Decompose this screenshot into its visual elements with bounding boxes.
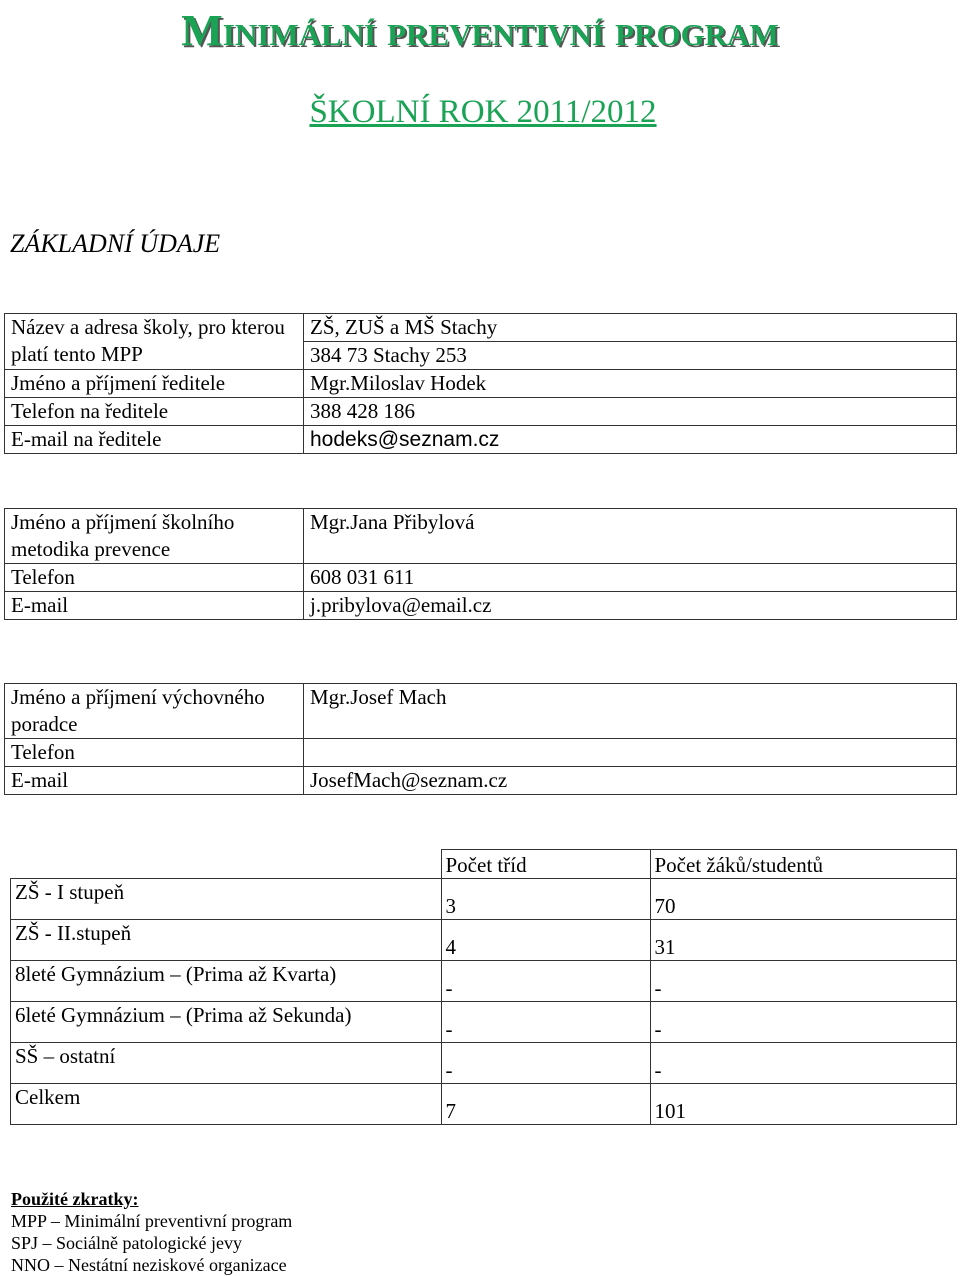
advisor-name-value: Mgr.Josef Mach bbox=[304, 684, 957, 739]
methodist-phone-label: Telefon bbox=[5, 564, 304, 592]
methodist-email-value: j.pribylova@email.cz bbox=[304, 592, 957, 620]
school-year: ŠKOLNÍ ROK 2011/2012 bbox=[309, 94, 657, 130]
abbreviation-item: MPP – Minimální preventivní program bbox=[11, 1211, 293, 1231]
abbreviations bbox=[11, 1188, 292, 1276]
counts-row-classes: 7 bbox=[441, 1084, 650, 1125]
director-value: Mgr.Miloslav Hodek bbox=[304, 370, 957, 398]
counts-row-students: - bbox=[650, 961, 957, 1002]
counts-row-category: 6leté Gymnázium – (Prima až Sekunda) bbox=[11, 1002, 442, 1043]
counts-row-classes: 4 bbox=[441, 920, 650, 961]
advisor-phone-value bbox=[304, 739, 957, 767]
abbreviation-item: SPJ – Sociálně patologické jevy bbox=[11, 1233, 242, 1253]
counts-row-category: Celkem bbox=[11, 1084, 442, 1125]
counts-row-classes: - bbox=[441, 1002, 650, 1043]
methodist-email-label: E-mail bbox=[5, 592, 304, 620]
school-name-line1: ZŠ, ZUŠ a MŠ Stachy bbox=[304, 314, 957, 342]
advisor-email-value: JosefMach@seznam.cz bbox=[304, 767, 957, 795]
school-info-table bbox=[4, 313, 957, 454]
document-title: Minimální preventivní program bbox=[181, 6, 779, 55]
school-name-label: Název a adresa školy, pro kterou platí tento MPP bbox=[5, 314, 304, 370]
section-heading: ZÁKLADNÍ ÚDAJE bbox=[10, 229, 221, 258]
counts-header-empty bbox=[11, 850, 442, 879]
methodist-info-table bbox=[4, 508, 957, 620]
counts-header-classes: Počet tříd bbox=[441, 850, 650, 879]
counts-row-students: 101 bbox=[650, 1084, 957, 1125]
advisor-info-table bbox=[4, 683, 957, 795]
director-email-value: hodeks@seznam.cz bbox=[304, 426, 957, 454]
counts-row-category: ZŠ - II.stupeň bbox=[11, 920, 442, 961]
counts-row-category: ZŠ - I stupeň bbox=[11, 879, 442, 920]
counts-row-classes: - bbox=[441, 961, 650, 1002]
counts-row-students: 31 bbox=[650, 920, 957, 961]
methodist-name-value: Mgr.Jana Přibylová bbox=[304, 509, 957, 564]
methodist-name-label: Jméno a příjmení školního metodika prevence bbox=[5, 509, 304, 564]
counts-row-classes: - bbox=[441, 1043, 650, 1084]
director-phone-label: Telefon na ředitele bbox=[5, 398, 304, 426]
counts-row-category: 8leté Gymnázium – (Prima až Kvarta) bbox=[11, 961, 442, 1002]
school-name-line2: 384 73 Stachy 253 bbox=[304, 342, 957, 370]
abbreviation-item: NNO – Nestátní neziskové organizace bbox=[11, 1255, 287, 1275]
class-counts-table bbox=[10, 849, 957, 1125]
counts-row-classes: 3 bbox=[441, 879, 650, 920]
director-label: Jméno a příjmení ředitele bbox=[5, 370, 304, 398]
counts-row-category: SŠ – ostatní bbox=[11, 1043, 442, 1084]
counts-row-students: 70 bbox=[650, 879, 957, 920]
director-email-label: E-mail na ředitele bbox=[5, 426, 304, 454]
counts-row-students: - bbox=[650, 1043, 957, 1084]
advisor-phone-label: Telefon bbox=[5, 739, 304, 767]
methodist-phone-value: 608 031 611 bbox=[304, 564, 957, 592]
abbreviations-heading: Použité zkratky: bbox=[11, 1189, 139, 1209]
director-phone-value: 388 428 186 bbox=[304, 398, 957, 426]
advisor-email-label: E-mail bbox=[5, 767, 304, 795]
counts-row-students: - bbox=[650, 1002, 957, 1043]
counts-header-students: Počet žáků/studentů bbox=[650, 850, 957, 879]
advisor-name-label: Jméno a příjmení výchovného poradce bbox=[5, 684, 304, 739]
